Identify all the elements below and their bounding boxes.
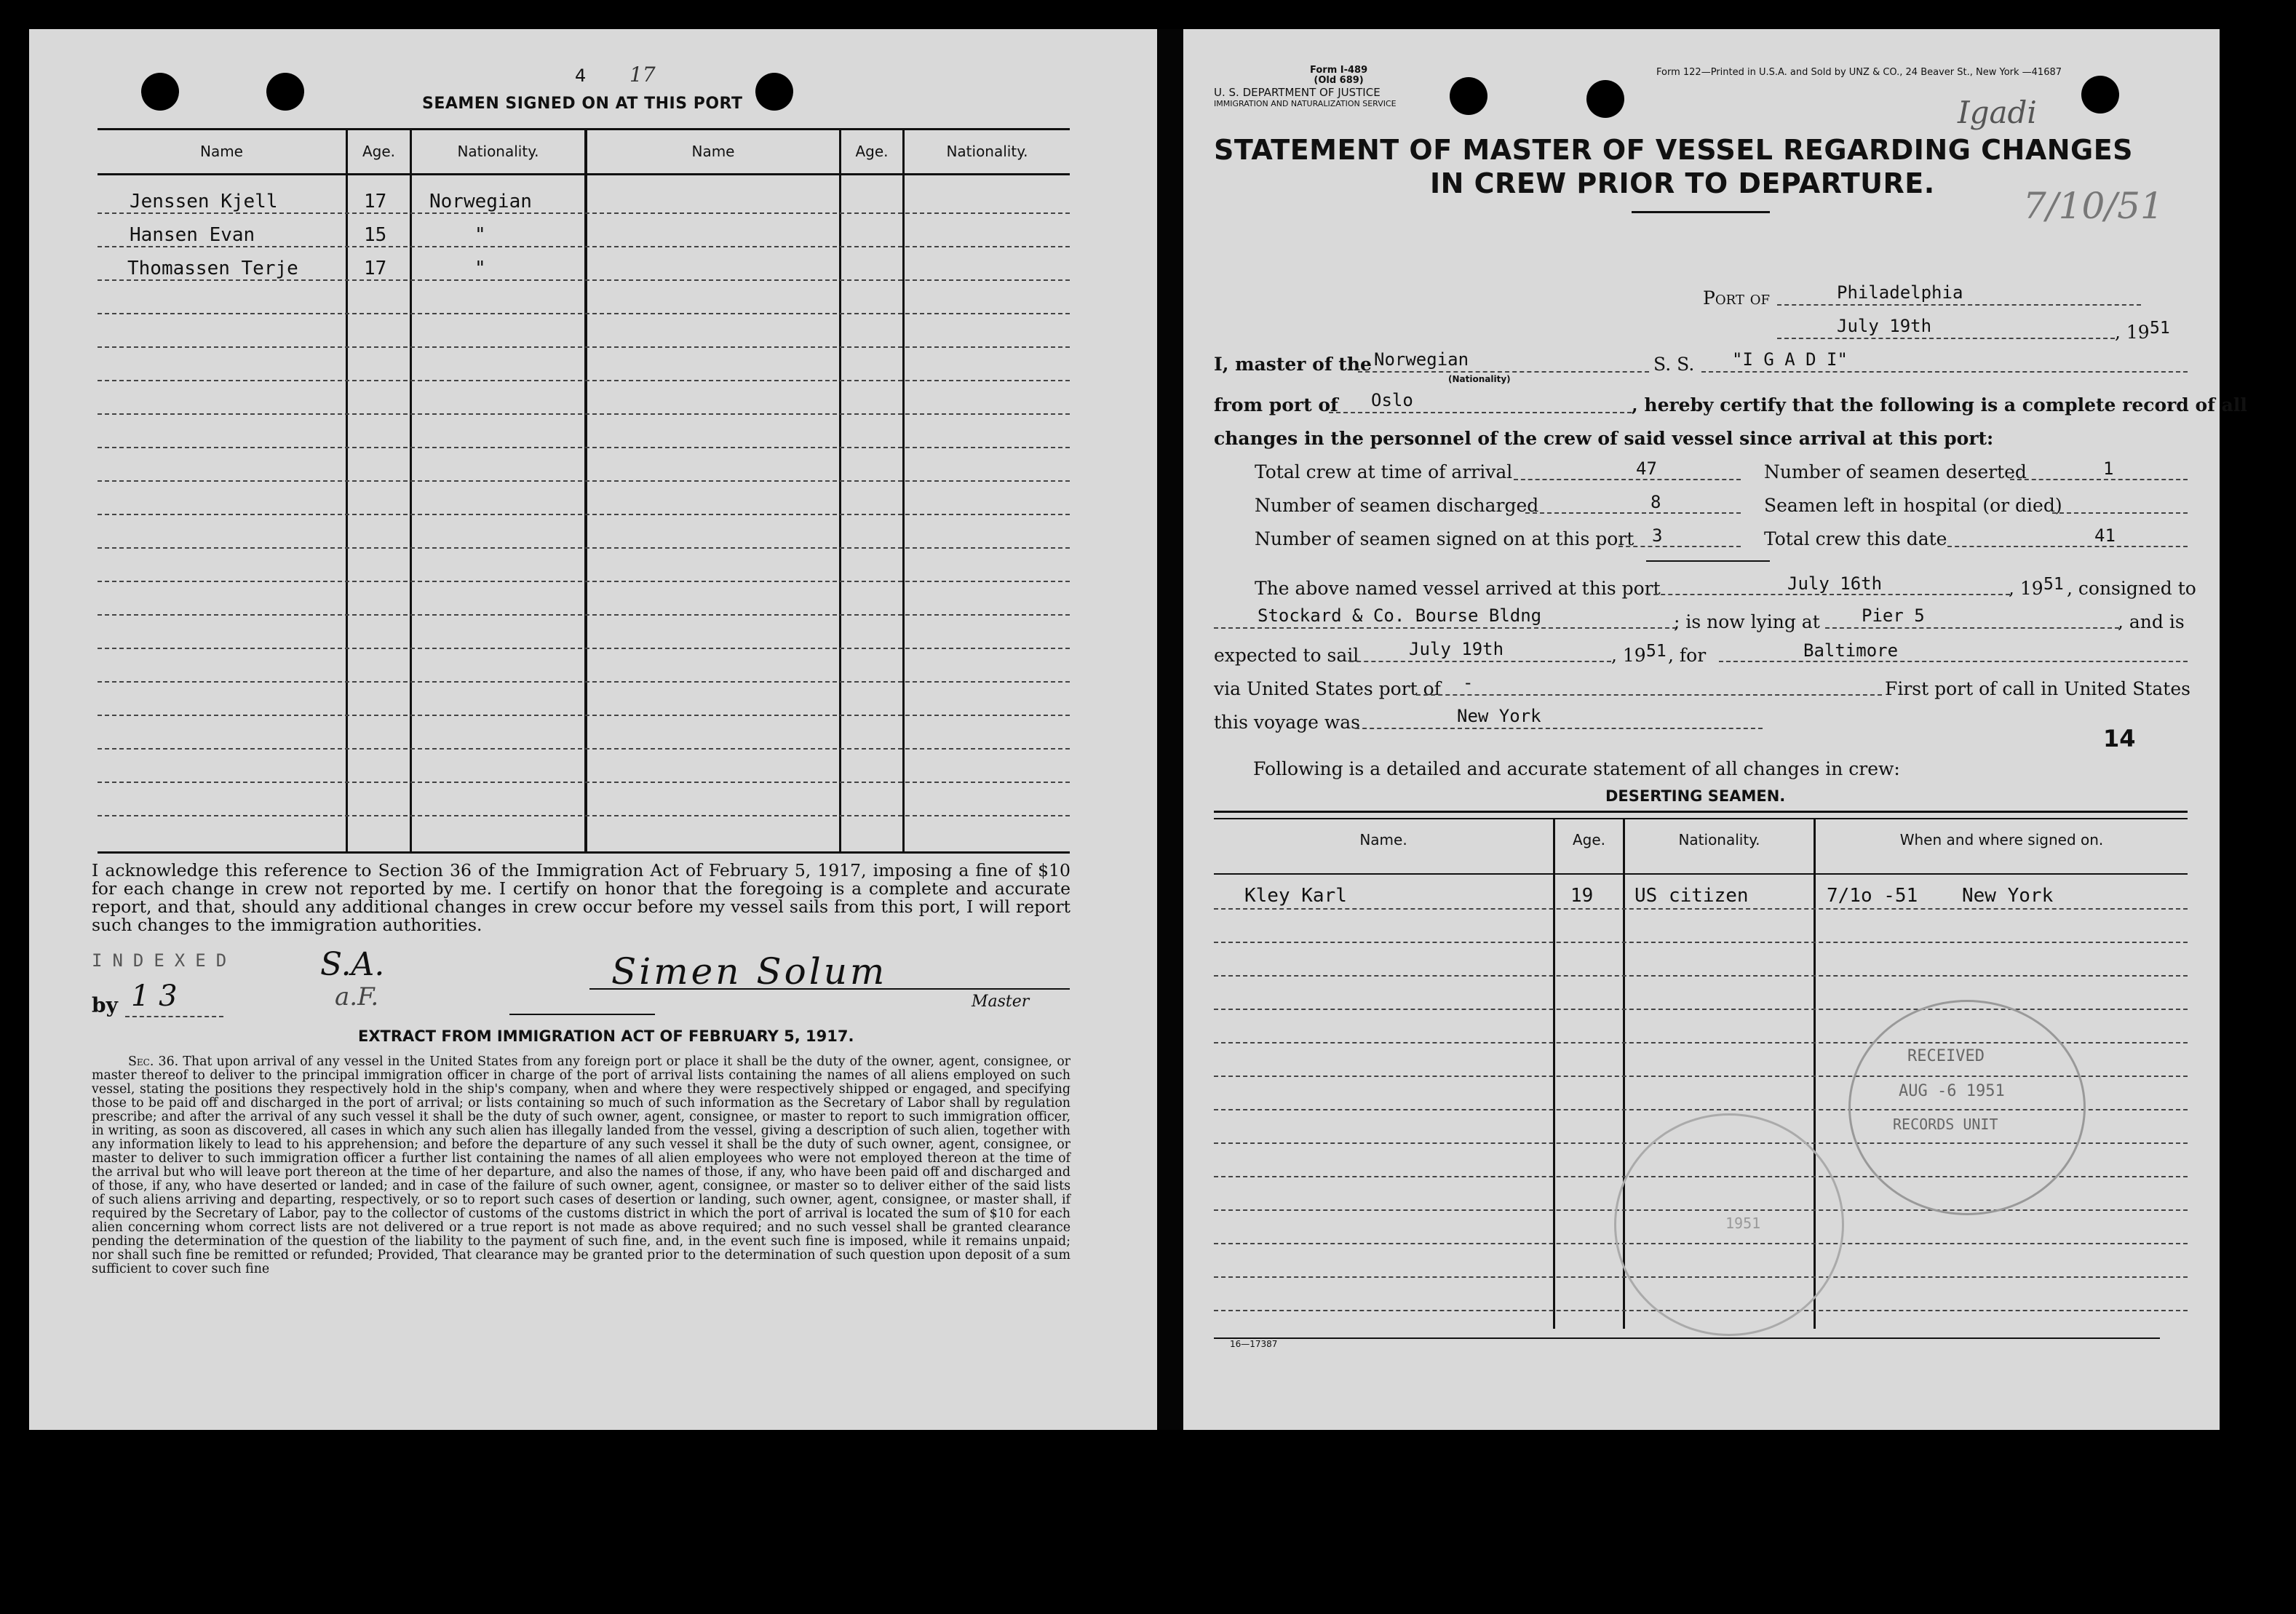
deserter-age: 19 (1570, 885, 1594, 907)
discharged-label: Number of seamen discharged (1255, 495, 1539, 516)
and-is-label: , and is (2118, 611, 2185, 632)
sail-year-prefix: , 19 (1611, 645, 1646, 666)
first-port-label: First port of call in United States (1885, 678, 2190, 699)
by-label: by (92, 993, 118, 1017)
received-stamp (1848, 1000, 2086, 1215)
nationality-line (1358, 371, 1649, 373)
table-cell-nationality: " (474, 258, 486, 279)
left-header: SEAMEN SIGNED ON AT THIS PORT (422, 95, 743, 113)
deserter-where: New York (1962, 885, 2054, 907)
col-header-age: Age. (362, 143, 396, 160)
from-port-value: Oslo (1371, 390, 1413, 410)
lying-line (1825, 627, 2119, 629)
form-title-line1: STATEMENT OF MASTER OF VESSEL REGARDING CHANGES (1214, 134, 2134, 166)
deserting-col-name: Name. (1359, 831, 1407, 848)
table-cell-age: 17 (364, 191, 387, 212)
signature-line (589, 988, 1070, 990)
by-line (125, 1016, 223, 1017)
total-arrival-label: Total crew at time of arrival (1255, 461, 1513, 482)
deserting-title: DESERTING SEAMEN. (1605, 787, 1786, 805)
total-arrival-value: 47 (1636, 458, 1657, 479)
col-divider (584, 130, 587, 851)
stamp-line: RECEIVED (1907, 1047, 1985, 1065)
signed-line (1618, 546, 1741, 547)
certify-text: , hereby certify that the following is a complete record of all (1632, 394, 2247, 416)
page-number: 4 (575, 65, 587, 86)
row-rule (98, 246, 1070, 247)
department-label: U. S. DEPARTMENT OF JUSTICE (1214, 86, 1381, 99)
deserting-top-rule (1214, 811, 2188, 813)
row-rule (98, 480, 1070, 482)
col-header-name: Name (199, 143, 243, 160)
form-old-number: (Old 689) (1314, 75, 1364, 86)
total-arrival-line (1514, 479, 1741, 480)
extract-rule (509, 1014, 655, 1015)
handwritten-name: Igadi (1958, 95, 2037, 130)
via-label: via United States port of (1214, 678, 1441, 699)
stats-rule (1646, 560, 1770, 562)
from-port-line (1329, 412, 1632, 413)
table-cell-nationality: Norwegian (429, 191, 532, 212)
port-line (1777, 304, 2141, 306)
form-number-block (1310, 65, 1367, 86)
extract-title: EXTRACT FROM IMMIGRATION ACT OF FEBRUARY 5, 1917. (358, 1027, 854, 1045)
deserted-label: Number of seamen deserted (1764, 461, 2027, 482)
row-rule (98, 581, 1070, 582)
deserting-header-rule (1214, 873, 2188, 875)
table-cell-age: 15 (364, 224, 387, 246)
sail-value: July 19th (1409, 639, 1504, 659)
for-line (1719, 661, 2188, 662)
acknowledgement-text: I acknowledge this reference to Section 36 of the Immigration Act of February 5, 1917, imposing a fine of $10 for each change in crew not reported by me. I certify on honor that the foregoing is a complete and accurate report, and that, should any additional changes in crew occur before my vessel sails from this port, I will report such changes to the immigration authorities. (92, 860, 1070, 935)
hospital-line (2052, 512, 2188, 514)
punch-hole (1450, 77, 1487, 115)
punch-hole (1586, 80, 1624, 118)
row-rule (98, 815, 1070, 816)
voyage-label: this voyage was (1214, 712, 1361, 733)
sail-year: 51 (1646, 642, 1667, 661)
arrived-line (1646, 594, 2010, 595)
row-rule (98, 681, 1070, 683)
following-text: Following is a detailed and accurate statement of all changes in crew: (1253, 758, 1900, 779)
consignee-line (1214, 627, 1677, 629)
initials-2: a.F. (335, 982, 379, 1011)
page-gutter (1157, 29, 1183, 1430)
col-divider (346, 130, 348, 851)
year-prefix: , 19 (2115, 322, 2150, 343)
section-36-text (92, 1055, 1070, 1276)
faded-stamp (1614, 1113, 1844, 1336)
row-rule (98, 346, 1070, 348)
arrived-year: 51 (2043, 575, 2064, 594)
table-cell-name: Hansen Evan (130, 224, 255, 246)
deserted-line (2010, 479, 2188, 480)
service-label: IMMIGRATION AND NATURALIZATION SERVICE (1214, 99, 1397, 108)
master-signature: Simen Solum (611, 950, 888, 993)
row-rule (1214, 942, 2188, 943)
consignee-value: Stockard & Co. Bourse Bldng (1258, 605, 1542, 626)
punch-hole (266, 73, 304, 111)
for-label: , for (1668, 645, 1707, 666)
discharged-line (1525, 512, 1741, 514)
col-header-nationality-2: Nationality. (946, 143, 1028, 160)
master-of-label: I, master of the (1214, 354, 1372, 375)
col-divider (410, 130, 412, 851)
via-line (1416, 694, 1882, 696)
lying-value: Pier 5 (1862, 605, 1925, 626)
sail-line (1349, 661, 1611, 662)
row-rule (98, 648, 1070, 649)
deserting-top-rule-2 (1214, 818, 2188, 819)
table-header-rule (98, 173, 1070, 175)
table-cell-nationality: " (474, 224, 486, 246)
arrived-label: The above named vessel arrived at this port (1255, 578, 1661, 599)
section-label: Sec. 36. (128, 1054, 179, 1069)
hospital-label: Seamen left in hospital (or died) (1764, 495, 2062, 516)
printer-line: Form 122—Printed in U.S.A. and Sold by UNZ & CO., 24 Beaver St., New York —41687 (1656, 67, 2062, 78)
arrived-year-prefix: , 19 (2009, 578, 2043, 599)
page-stamp-number: 14 (2103, 725, 2136, 752)
consigned-label: , consigned to (2067, 578, 2196, 599)
row-rule (1214, 908, 2188, 910)
footer-rule (1214, 1337, 2160, 1339)
signed-label: Number of seamen signed on at this port (1255, 528, 1634, 549)
via-value: - (1463, 672, 1474, 693)
row-rule (98, 447, 1070, 448)
initials: S.A. (320, 946, 385, 983)
faded-stamp-text: 1951 (1725, 1215, 1761, 1232)
section-body: That upon arrival of any vessel in the United States from any foreign port or place it shall be the duty of the owner, agent, consignee, or master thereof to deliver to the principal immigration officer in charge of the port of arrival lists containing the names of all aliens employed on such vessel, stating the positions they respectively hold in the ship's company, when and where they were respectively shipped or engaged, and specifying those to be paid off and discharged in the port of arrival; or lists containing so much of such information as the Secretary of Labor shall by regulation prescribe; and after the arrival of any such vessel it shall be the duty of such owner, agent, consignee, or master to report to such immigration officer, in writing, as soon as discovered, all cases in which any such alien has illegally landed from the vessel, giving a description of such alien, together with any information likely to lead to his apprehension; and before the departure of any such vessel it shall be the duty of such owner, agent, consignee, or master to deliver to such immigration officer a further list containing the names of all alien employees who were not employed thereon at the time of the arrival but who will leave port thereon at the time of her departure, and also the names of those, if any, who have been paid off and discharged and of those, if any, who have deserted or landed; and in case of the failure of such owner, agent, consignee, or master so to deliver either of the said lists of such aliens arriving and departing, respectively, or so to report such cases of desertion or landing, such owner, agent, consignee, or master shall, if required by the Secretary of Labor, pay to the collector of customs of the customs district in which the port of arrival is located the sum of $10 for each alien concerning whom correct lists are not delivered or a true report is not made as above required; and no such vessel shall be granted clearance pending the determination of the question of the liability to the payment of such fine, and, in the event such fine is imposed, while it remains unpaid; nor shall such fine be remitted or refunded; Provided, That clearance may be granted prior to the determination of such question upon deposit of a sum sufficient to cover such fine (92, 1054, 1070, 1276)
signed-value: 3 (1652, 525, 1663, 546)
col-divider (839, 130, 841, 851)
changes-text: changes in the personnel of the crew of said vessel since arrival at this port: (1214, 428, 1994, 449)
nationality-value: Norwegian (1374, 349, 1469, 370)
table-bottom-rule (98, 851, 1070, 854)
row-rule (98, 748, 1070, 750)
voyage-line (1355, 728, 1763, 729)
from-port-label: from port of (1214, 394, 1338, 416)
ss-label: S. S. (1653, 354, 1695, 375)
table-cell-age: 17 (364, 258, 387, 279)
row-rule (98, 614, 1070, 616)
stamp-line: AUG -6 1951 (1899, 1082, 2005, 1100)
deserting-col-when: When and where signed on. (1899, 831, 2104, 848)
col-header-nationality: Nationality. (457, 143, 539, 160)
ss-line (1701, 371, 2188, 373)
indexed-stamp: INDEXED (92, 950, 237, 971)
row-rule (98, 212, 1070, 214)
voyage-value: New York (1457, 706, 1541, 726)
col-header-age-2: Age. (855, 143, 889, 160)
port-label: Port of (1703, 287, 1771, 309)
port-value: Philadelphia (1837, 282, 1963, 303)
deserting-col-nationality: Nationality. (1678, 831, 1760, 848)
row-rule (98, 782, 1070, 783)
nationality-caption: (Nationality) (1448, 374, 1511, 384)
date-line (1777, 338, 2115, 339)
row-rule (98, 715, 1070, 716)
lying-label: ; is now lying at (1674, 611, 1820, 632)
total-date-label: Total crew this date (1764, 528, 1947, 549)
for-value: Baltimore (1803, 640, 1899, 661)
table-top-rule (98, 128, 1070, 130)
row-rule (98, 380, 1070, 381)
deserter-nationality: US citizen (1634, 885, 1749, 907)
row-rule (98, 279, 1070, 281)
total-date-value: 41 (2094, 525, 2116, 546)
by-value: 1 3 (131, 979, 178, 1013)
table-cell-name: Jenssen Kjell (130, 191, 278, 212)
footer-code: 16—17387 (1230, 1339, 1278, 1349)
arrived-value: July 16th (1787, 573, 1883, 594)
form-title-line2: IN CREW PRIOR TO DEPARTURE. (1430, 167, 1935, 199)
col-divider (1553, 819, 1555, 1329)
row-rule (98, 413, 1070, 415)
sail-label: expected to sail (1214, 645, 1359, 666)
punch-hole (755, 73, 793, 111)
col-header-name-2: Name (691, 143, 735, 160)
col-divider (902, 130, 905, 851)
deserted-value: 1 (2103, 458, 2114, 479)
page-number-handwritten: 17 (629, 63, 656, 87)
form-number: Form I-489 (1310, 65, 1368, 76)
punch-hole (2081, 76, 2119, 114)
handwritten-date: 7/10/51 (2023, 185, 2164, 227)
deserter-name: Kley Karl (1244, 885, 1347, 907)
stamp-line: RECORDS UNIT (1893, 1116, 1998, 1133)
row-rule (1214, 975, 2188, 977)
row-rule (98, 313, 1070, 314)
title-rule (1632, 211, 1770, 213)
punch-hole (141, 73, 179, 111)
deserting-col-age: Age. (1572, 831, 1606, 848)
row-rule (1214, 1009, 2188, 1010)
table-cell-name: Thomassen Terje (127, 258, 298, 279)
discharged-value: 8 (1651, 492, 1661, 512)
year-value: 51 (2150, 319, 2170, 338)
row-rule (98, 547, 1070, 549)
ss-value: "I G A D I" (1732, 349, 1848, 370)
deserter-when: 7/1o -51 (1827, 885, 1918, 907)
date-value: July 19th (1837, 316, 1932, 336)
total-date-line (1947, 546, 2188, 547)
row-rule (98, 514, 1070, 515)
master-label: Master (972, 993, 1030, 1011)
